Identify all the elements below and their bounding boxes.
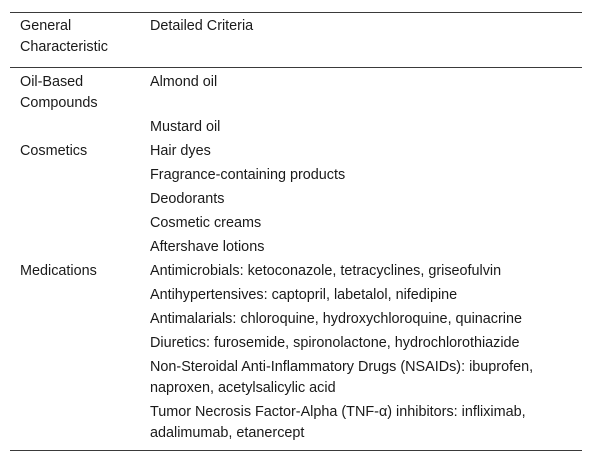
- table-row: [10, 211, 582, 235]
- table-row: [10, 259, 582, 283]
- general-cell: [10, 307, 140, 331]
- general-cell: [10, 283, 140, 307]
- detail-cell: Antimalarials: chloroquine, hydroxychloroquine, quinacrine: [150, 311, 522, 327]
- detail-cell: Antihypertensives: captopril, labetalol, nifedipine: [150, 287, 458, 303]
- general-cell: [10, 163, 140, 187]
- header-detailed-criteria: Detailed Criteria: [140, 13, 582, 68]
- table-row: [10, 235, 582, 259]
- table-row: [10, 331, 582, 355]
- detail-cell: Hair dyes: [150, 143, 211, 159]
- general-cell: [10, 331, 140, 355]
- table-row: [10, 400, 582, 451]
- table-row: [10, 187, 582, 211]
- table-row: [10, 163, 582, 187]
- criteria-table-container: [10, 12, 582, 451]
- general-cell: Medications: [20, 263, 97, 279]
- detail-cell: Diuretics: furosemide, spironolactone, hydrochlorothiazide: [150, 335, 520, 351]
- detail-cell: Deodorants: [150, 191, 225, 207]
- general-cell: [10, 400, 140, 451]
- detail-cell: Fragrance-containing products: [150, 167, 346, 183]
- general-cell: Cosmetics: [20, 143, 88, 159]
- general-cell: [10, 187, 140, 211]
- general-cell: [10, 211, 140, 235]
- table-header: [10, 13, 582, 68]
- general-cell: [10, 235, 140, 259]
- table-row: [10, 68, 582, 116]
- table-row: [10, 139, 582, 163]
- table-body: [10, 68, 582, 451]
- header-row: [10, 13, 582, 68]
- general-cell: [10, 355, 140, 400]
- detail-cell: Aftershave lotions: [150, 239, 265, 255]
- criteria-table: [10, 12, 582, 451]
- detail-cell: Cosmetic creams: [150, 215, 262, 231]
- detail-cell: Mustard oil: [150, 119, 221, 135]
- table-row: [10, 355, 582, 400]
- table-row: [10, 307, 582, 331]
- detail-cell: Tumor Necrosis Factor-Alpha (TNF-α) inhibitors: infliximab, adalimumab, etanercept: [140, 400, 582, 451]
- detail-cell: Antimicrobials: ketoconazole, tetracyclines, griseofulvin: [150, 263, 502, 279]
- table-row: [10, 115, 582, 139]
- header-general-characteristic: General Characteristic: [10, 13, 140, 68]
- general-cell: Oil-Based Compounds: [20, 74, 98, 111]
- table-row: [10, 283, 582, 307]
- detail-cell: Non-Steroidal Anti-Inflammatory Drugs (NSAIDs): ibuprofen, naproxen, acetylsalicylic acid: [150, 359, 534, 396]
- general-cell: [10, 115, 140, 139]
- detail-cell: Almond oil: [150, 74, 218, 90]
